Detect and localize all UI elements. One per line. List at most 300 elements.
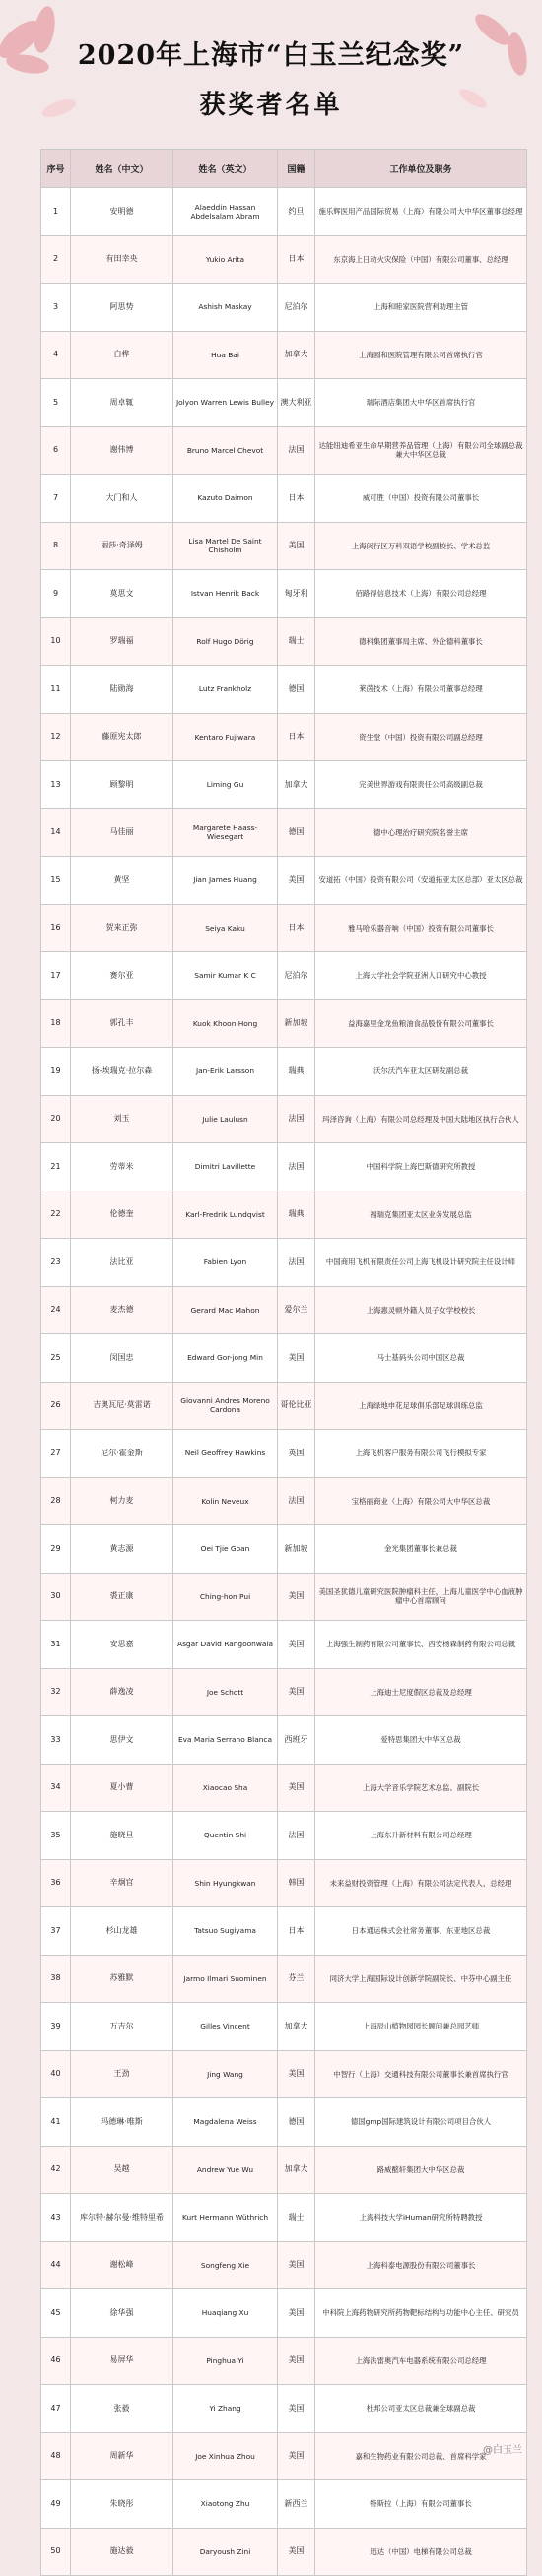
organization-title: 上海大学音乐学院艺术总监、副院长 [315, 1764, 527, 1812]
table-row [41, 1382, 527, 1430]
nationality: 匈牙利 [278, 570, 315, 618]
name-cn: 杉山龙雄 [71, 1907, 173, 1956]
organization-title: 特斯拉（上海）有限公司董事长 [315, 2480, 527, 2529]
organization-title: 马士基码头公司中国区总裁 [315, 1334, 527, 1383]
organization-title: 上海和睦家医院营利助理主管 [315, 284, 527, 332]
nationality: 美国 [278, 1764, 315, 1812]
table-row [41, 2385, 527, 2433]
name-en: Lutz Frankholz [173, 666, 278, 714]
row-number: 39 [41, 2003, 71, 2051]
nationality: 法国 [278, 1477, 315, 1525]
name-en: Xiaocao Sha [173, 1764, 278, 1812]
name-cn: 扬-埃瑞克·拉尔森 [71, 1048, 173, 1096]
organization-title: 美国圣犹德儿童研究医院肿瘤科主任，上海儿童医学中心血液肿瘤中心首席顾问 [315, 1573, 527, 1621]
name-cn: 安思嘉 [71, 1621, 173, 1669]
name-cn: 薛逸凌 [71, 1668, 173, 1716]
name-en: Hua Bai [173, 331, 278, 379]
name-en: Jing Wang [173, 2050, 278, 2098]
name-cn: 柯力麦 [71, 1477, 173, 1525]
table-row [41, 2289, 527, 2338]
organization-title: 完美世界游戏有限责任公司高级副总裁 [315, 761, 527, 809]
row-number: 33 [41, 1716, 71, 1765]
table-row [41, 1955, 527, 2003]
table-row [41, 2337, 527, 2385]
name-cn: 劳蒂米 [71, 1143, 173, 1191]
nationality: 美国 [278, 2050, 315, 2098]
organization-title: 同济大学上海国际设计创新学院副院长、中芬中心副主任 [315, 1955, 527, 2003]
nationality: 美国 [278, 1668, 315, 1716]
row-number: 29 [41, 1525, 71, 1574]
row-number: 24 [41, 1286, 71, 1334]
column-header: 国籍 [278, 150, 315, 188]
organization-title: 莱茵技术（上海）有限公司董事总经理 [315, 666, 527, 714]
name-cn: 陆勋海 [71, 666, 173, 714]
row-number: 25 [41, 1334, 71, 1383]
row-number: 23 [41, 1239, 71, 1287]
table-row [41, 1812, 527, 1860]
organization-title: 杜邦公司亚太区总裁兼全球副总裁 [315, 2385, 527, 2433]
row-number: 16 [41, 904, 71, 952]
nationality: 美国 [278, 1334, 315, 1383]
organization-title: 上海圆和医院管理有限公司首席执行官 [315, 331, 527, 379]
table-row [41, 2241, 527, 2289]
name-cn: 辛炯官 [71, 1859, 173, 1907]
table-row [41, 1048, 527, 1096]
row-number: 38 [41, 1955, 71, 2003]
organization-title: 资生堂（中国）投资有限公司副总经理 [315, 713, 527, 761]
organization-title: 德中心理治疗研究院名誉主席 [315, 808, 527, 857]
table-row [41, 857, 527, 905]
name-en: Dimitri Lavillette [173, 1143, 278, 1191]
name-cn: 罗瑞福 [71, 617, 173, 666]
nationality: 芬兰 [278, 1955, 315, 2003]
name-cn: 施晓旦 [71, 1812, 173, 1860]
name-cn: 黄志源 [71, 1525, 173, 1574]
name-en: Quentin Shi [173, 1812, 278, 1860]
row-number: 40 [41, 2050, 71, 2098]
name-cn: 施达毅 [71, 2528, 173, 2576]
nationality: 哥伦比亚 [278, 1382, 315, 1430]
table-row [41, 1621, 527, 1669]
name-cn: 徐华强 [71, 2289, 173, 2338]
winners-table [40, 149, 527, 2576]
name-en: Daryoush Zini [173, 2528, 278, 2576]
nationality: 加拿大 [278, 2146, 315, 2194]
nationality: 加拿大 [278, 2003, 315, 2051]
name-cn: 王劲 [71, 2050, 173, 2098]
organization-title: 德国gmp国际建筑设计有限公司项目合伙人 [315, 2098, 527, 2147]
nationality: 美国 [278, 2241, 315, 2289]
name-en: Neil Geoffrey Hawkins [173, 1430, 278, 1478]
table-row [41, 1477, 527, 1525]
table-row [41, 1286, 527, 1334]
table-row [41, 2146, 527, 2194]
table-row [41, 1859, 527, 1907]
row-number: 11 [41, 666, 71, 714]
nationality: 新加坡 [278, 1525, 315, 1574]
organization-title: 中智行（上海）交通科技有限公司董事长兼首席执行官 [315, 2050, 527, 2098]
organization-title: 安道拓（中国）投资有限公司（安道拓亚太区总部）亚太区总裁 [315, 857, 527, 905]
organization-title: 福瑞克集团亚太区业务发展总监 [315, 1191, 527, 1239]
organization-title: 玛泽咨询（上海）有限公司总经理及中国大陆地区执行合伙人 [315, 1095, 527, 1143]
name-cn: 麦杰德 [71, 1286, 173, 1334]
organization-title: 迅达（中国）电梯有限公司总裁 [315, 2528, 527, 2576]
row-number: 5 [41, 379, 71, 427]
name-en: Ashish Maskay [173, 284, 278, 332]
nationality: 日本 [278, 713, 315, 761]
table-row [41, 1525, 527, 1574]
column-header: 姓名（中文） [71, 150, 173, 188]
name-en: Karl-Fredrik Lundqvist [173, 1191, 278, 1239]
organization-title: 上海绿地申花足球俱乐部足球训练总监 [315, 1382, 527, 1430]
organization-title: 中国科学院上海巴斯德研究所教授 [315, 1143, 527, 1191]
table-row [41, 1334, 527, 1383]
name-en: Samir Kumar K C [173, 952, 278, 1000]
name-en: Andrew Yue Wu [173, 2146, 278, 2194]
name-en: Liming Gu [173, 761, 278, 809]
row-number: 7 [41, 475, 71, 523]
organization-title: 沃尔沃汽车亚太区研发副总裁 [315, 1048, 527, 1096]
table-row [41, 1573, 527, 1621]
name-en: Tatsuo Sugiyama [173, 1907, 278, 1956]
row-number: 26 [41, 1382, 71, 1430]
nationality: 美国 [278, 2289, 315, 2338]
table-row [41, 235, 527, 284]
table-row [41, 1430, 527, 1478]
nationality: 美国 [278, 1573, 315, 1621]
nationality: 法国 [278, 1095, 315, 1143]
row-number: 21 [41, 1143, 71, 1191]
name-en: Joe Xinhua Zhou [173, 2432, 278, 2480]
name-en: Kurt Hermann Wüthrich [173, 2194, 278, 2242]
table-row [41, 2003, 527, 2051]
row-number: 46 [41, 2337, 71, 2385]
name-cn: 阿思势 [71, 284, 173, 332]
nationality: 加拿大 [278, 331, 315, 379]
row-number: 34 [41, 1764, 71, 1812]
name-cn: 库尔特·赫尔曼·维特里希 [71, 2194, 173, 2242]
table-row [41, 1764, 527, 1812]
row-number: 14 [41, 808, 71, 857]
row-number: 15 [41, 857, 71, 905]
table-row [41, 2480, 527, 2529]
table-row [41, 188, 527, 236]
table-row [41, 522, 527, 570]
table-row [41, 284, 527, 332]
magnolia-decoration [0, 0, 542, 158]
table-row [41, 570, 527, 618]
organization-title: 金光集团董事长兼总裁 [315, 1525, 527, 1574]
row-number: 22 [41, 1191, 71, 1239]
row-number: 18 [41, 999, 71, 1048]
nationality: 瑞士 [278, 617, 315, 666]
row-number: 8 [41, 522, 71, 570]
name-cn: 思伊文 [71, 1716, 173, 1765]
row-number: 50 [41, 2528, 71, 2576]
row-number: 36 [41, 1859, 71, 1907]
table-row [41, 808, 527, 857]
name-cn: 贺来正弥 [71, 904, 173, 952]
organization-title: 东京海上日动火灾保险（中国）有限公司董事、总经理 [315, 235, 527, 284]
table-row [41, 331, 527, 379]
table-row [41, 2528, 527, 2576]
nationality: 约旦 [278, 188, 315, 236]
name-en: Gilles Vincent [173, 2003, 278, 2051]
name-cn: 周新华 [71, 2432, 173, 2480]
name-en: Jolyon Warren Lewis Bulley [173, 379, 278, 427]
row-number: 37 [41, 1907, 71, 1956]
nationality: 美国 [278, 2528, 315, 2576]
organization-title: 佰路得信息技术（上海）有限公司总经理 [315, 570, 527, 618]
row-number: 28 [41, 1477, 71, 1525]
nationality: 日本 [278, 235, 315, 284]
table-row [41, 475, 527, 523]
name-en: Songfeng Xie [173, 2241, 278, 2289]
organization-title: 上海科泰电源股份有限公司董事长 [315, 2241, 527, 2289]
row-number: 32 [41, 1668, 71, 1716]
name-en: Edward Gor-jong Min [173, 1334, 278, 1383]
nationality: 日本 [278, 904, 315, 952]
name-cn: 朱晓彤 [71, 2480, 173, 2529]
nationality: 德国 [278, 666, 315, 714]
name-cn: 裘正康 [71, 1573, 173, 1621]
column-header: 姓名（英文） [173, 150, 278, 188]
name-en: Eva Maria Serrano Blanca [173, 1716, 278, 1765]
organization-title: 德科集团董事局主席、外企德科董事长 [315, 617, 527, 666]
name-en: Yukio Arita [173, 235, 278, 284]
organization-title: 达能纽迪希亚生命早期营养品管理（上海）有限公司全球副总裁兼大中华区总裁 [315, 426, 527, 475]
name-en: Seiya Kaku [173, 904, 278, 952]
row-number: 17 [41, 952, 71, 1000]
name-cn: 玛德琳·唯斯 [71, 2098, 173, 2147]
name-cn: 藤原宪太郎 [71, 713, 173, 761]
name-cn: 马佳丽 [71, 808, 173, 857]
row-number: 45 [41, 2289, 71, 2338]
table-header-row [41, 150, 527, 188]
organization-title: 威可胜（中国）投资有限公司董事长 [315, 475, 527, 523]
organization-title: 益海嘉里金龙鱼粮油食品股份有限公司董事长 [315, 999, 527, 1048]
row-number: 44 [41, 2241, 71, 2289]
name-en: Fabien Lyon [173, 1239, 278, 1287]
row-number: 27 [41, 1430, 71, 1478]
name-cn: 白桦 [71, 331, 173, 379]
name-cn: 刘玉 [71, 1095, 173, 1143]
nationality: 美国 [278, 2432, 315, 2480]
name-cn: 苏雅默 [71, 1955, 173, 2003]
name-cn: 赛尔亚 [71, 952, 173, 1000]
name-cn: 夏小曹 [71, 1764, 173, 1812]
organization-title: 中科院上海药物研究所药物靶标结构与功能中心主任、研究员 [315, 2289, 527, 2338]
name-cn: 万吉尔 [71, 2003, 173, 2051]
nationality: 瑞典 [278, 1191, 315, 1239]
nationality: 美国 [278, 1621, 315, 1669]
organization-title: 上海辰山植物园园长顾问兼总园艺师 [315, 2003, 527, 2051]
column-header: 序号 [41, 150, 71, 188]
nationality: 尼泊尔 [278, 284, 315, 332]
table-row [41, 1095, 527, 1143]
watermark: @白玉兰 [483, 2445, 522, 2456]
name-cn: 有田幸央 [71, 235, 173, 284]
row-number: 19 [41, 1048, 71, 1096]
table-row [41, 666, 527, 714]
row-number: 41 [41, 2098, 71, 2147]
table-body [41, 188, 527, 2576]
nationality: 瑞典 [278, 1048, 315, 1096]
row-number: 2 [41, 235, 71, 284]
organization-title: 上海闵行区万科双语学校副校长、学术总监 [315, 522, 527, 570]
name-en: Istvan Henrik Back [173, 570, 278, 618]
name-en: Alaeddin Hassan Abdelsalam Abram [173, 188, 278, 236]
name-cn: 莫思文 [71, 570, 173, 618]
row-number: 42 [41, 2146, 71, 2194]
nationality: 新西兰 [278, 2480, 315, 2529]
table-row [41, 2050, 527, 2098]
nationality: 美国 [278, 857, 315, 905]
nationality: 法国 [278, 1812, 315, 1860]
organization-title: 中国商用飞机有限责任公司上海飞机设计研究院主任设计师 [315, 1239, 527, 1287]
table-row [41, 2432, 527, 2480]
nationality: 法国 [278, 1143, 315, 1191]
name-en: Jian James Huang [173, 857, 278, 905]
name-cn: 闵国忠 [71, 1334, 173, 1383]
nationality: 法国 [278, 426, 315, 475]
name-en: Magdalena Weiss [173, 2098, 278, 2147]
name-en: Julie Laulusn [173, 1095, 278, 1143]
nationality: 新加坡 [278, 999, 315, 1048]
nationality: 尼泊尔 [278, 952, 315, 1000]
name-en: Asgar David Rangoonwala [173, 1621, 278, 1669]
nationality: 日本 [278, 1907, 315, 1956]
name-en: Xiaotong Zhu [173, 2480, 278, 2529]
row-number: 3 [41, 284, 71, 332]
nationality: 法国 [278, 1239, 315, 1287]
row-number: 35 [41, 1812, 71, 1860]
table-row [41, 2098, 527, 2147]
name-cn: 伦德奎 [71, 1191, 173, 1239]
organization-title: 瑞际酒店集团大中华区首席执行官 [315, 379, 527, 427]
nationality: 美国 [278, 2337, 315, 2385]
name-cn: 张毅 [71, 2385, 173, 2433]
name-cn: 郭孔丰 [71, 999, 173, 1048]
name-cn: 谢伟博 [71, 426, 173, 475]
table-row [41, 713, 527, 761]
organization-title: 未来益财投资管理（上海）有限公司法定代表人、总经理 [315, 1859, 527, 1907]
nationality: 英国 [278, 1430, 315, 1478]
table-row [41, 617, 527, 666]
nationality: 澳大利亚 [278, 379, 315, 427]
table-row [41, 904, 527, 952]
organization-title: 嘉和生物药业有限公司总裁、首席科学家 [315, 2432, 527, 2480]
organization-title: 上海法雷奥汽车电器系统有限公司总经理 [315, 2337, 527, 2385]
name-cn: 法比亚 [71, 1239, 173, 1287]
name-en: Kolin Neveux [173, 1477, 278, 1525]
name-en: Yi Zhang [173, 2385, 278, 2433]
nationality: 美国 [278, 522, 315, 570]
row-number: 30 [41, 1573, 71, 1621]
row-number: 20 [41, 1095, 71, 1143]
name-cn: 周卓辄 [71, 379, 173, 427]
row-number: 31 [41, 1621, 71, 1669]
name-en: Jarmo Ilmari Suominen [173, 1955, 278, 2003]
nationality: 德国 [278, 2098, 315, 2147]
name-en: Shin Hyungkwan [173, 1859, 278, 1907]
organization-title: 上海惠灵顿外籍人员子女学校校长 [315, 1286, 527, 1334]
table-row [41, 426, 527, 475]
name-cn: 吉奥瓦尼·莫雷诺 [71, 1382, 173, 1430]
name-cn: 丽莎·奇泽姆 [71, 522, 173, 570]
name-en: Gerard Mac Mahon [173, 1286, 278, 1334]
name-en: Oei Tjie Goan [173, 1525, 278, 1574]
row-number: 10 [41, 617, 71, 666]
table-row [41, 1668, 527, 1716]
row-number: 13 [41, 761, 71, 809]
page-title: 2020年上海市“白玉兰纪念奖” [77, 40, 465, 71]
organization-title: 爱特思集团大中华区总裁 [315, 1716, 527, 1765]
name-cn: 谢松峰 [71, 2241, 173, 2289]
table-row [41, 379, 527, 427]
name-en: Bruno Marcel Chevot [173, 426, 278, 475]
table-row [41, 999, 527, 1048]
nationality: 美国 [278, 2385, 315, 2433]
nationality: 爱尔兰 [278, 1286, 315, 1334]
name-en: Pinghua Yi [173, 2337, 278, 2385]
nationality: 西班牙 [278, 1716, 315, 1765]
name-en: Ching-hon Pui [173, 1573, 278, 1621]
organization-title: 施乐辉医用产品国际贸易（上海）有限公司大中华区董事总经理 [315, 188, 527, 236]
organization-title: 雅马哈乐器音响（中国）投资有限公司董事长 [315, 904, 527, 952]
name-en: Rolf Hugo Dörig [173, 617, 278, 666]
name-cn: 吴越 [71, 2146, 173, 2194]
organization-title: 上海大学社会学院亚洲人口研究中心教授 [315, 952, 527, 1000]
nationality: 加拿大 [278, 761, 315, 809]
name-en: Giovanni Andres Moreno Cardona [173, 1382, 278, 1430]
organization-title: 日本通运株式会社常务董事、东亚地区总裁 [315, 1907, 527, 1956]
organization-title: 宝格丽商业（上海）有限公司大中华区总裁 [315, 1477, 527, 1525]
nationality: 韩国 [278, 1859, 315, 1907]
name-en: Kuok Khoon Hong [173, 999, 278, 1048]
organization-title: 上海飞机客户服务有限公司飞行模拟专家 [315, 1430, 527, 1478]
organization-title: 上海强生制药有限公司董事长、西安杨森制药有限公司总裁 [315, 1621, 527, 1669]
name-cn: 尼尔·霍金斯 [71, 1430, 173, 1478]
name-cn: 黄坚 [71, 857, 173, 905]
table-row [41, 1239, 527, 1287]
row-number: 47 [41, 2385, 71, 2433]
page-subtitle: 获奖者名单 [199, 91, 343, 120]
name-en: Kazuto Daimon [173, 475, 278, 523]
organization-title: 路威酩轩集团大中华区总裁 [315, 2146, 527, 2194]
column-header: 工作单位及职务 [315, 150, 527, 188]
row-number: 12 [41, 713, 71, 761]
row-number: 43 [41, 2194, 71, 2242]
name-cn: 顾黎明 [71, 761, 173, 809]
row-number: 6 [41, 426, 71, 475]
name-cn: 大门和人 [71, 475, 173, 523]
name-en: Lisa Martel De Saint Chisholm [173, 522, 278, 570]
table-row [41, 2194, 527, 2242]
row-number: 1 [41, 188, 71, 236]
organization-title: 上海东升新材料有限公司总经理 [315, 1812, 527, 1860]
nationality: 德国 [278, 808, 315, 857]
table-row [41, 1191, 527, 1239]
name-en: Joe Schott [173, 1668, 278, 1716]
name-cn: 易屏华 [71, 2337, 173, 2385]
table-row [41, 1716, 527, 1765]
table-row [41, 952, 527, 1000]
row-number: 48 [41, 2432, 71, 2480]
nationality: 瑞士 [278, 2194, 315, 2242]
row-number: 9 [41, 570, 71, 618]
organization-title: 上海迪士尼度假区总裁及总经理 [315, 1668, 527, 1716]
